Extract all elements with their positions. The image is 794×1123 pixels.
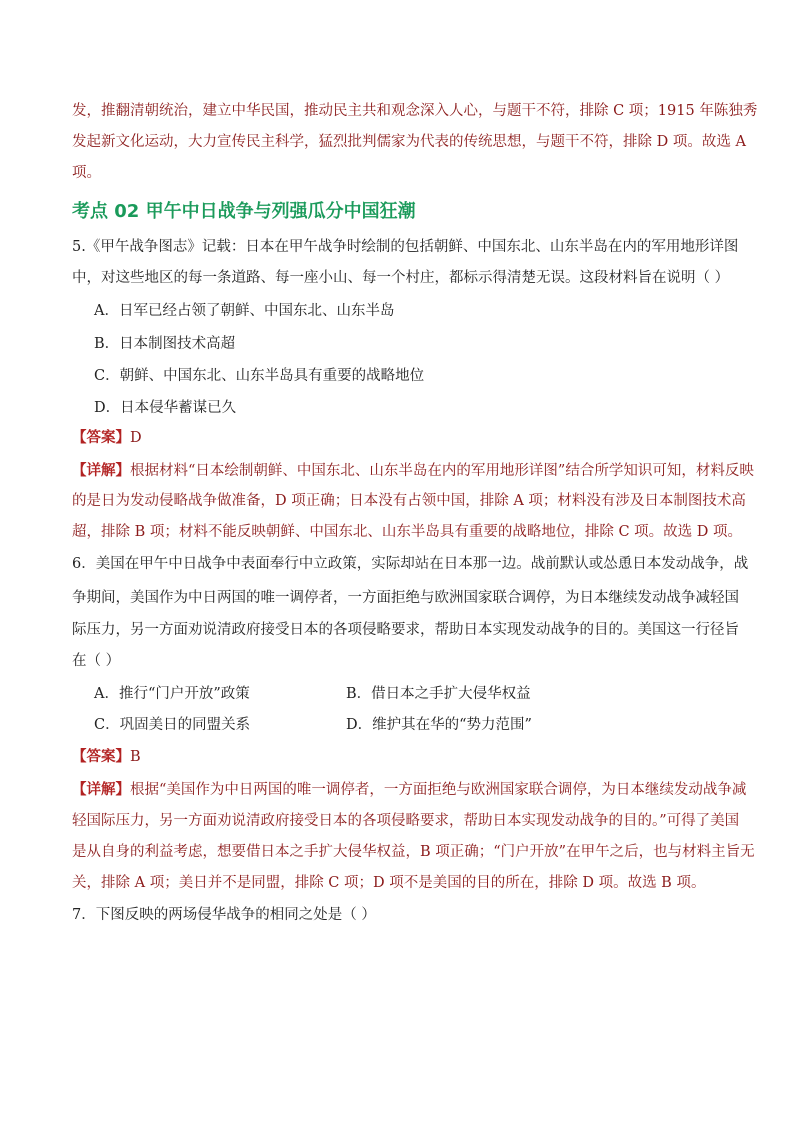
q5-answer-value: D bbox=[130, 430, 142, 446]
q5-option-a: A．日军已经占领了朝鲜、中国东北、山东半岛 bbox=[94, 303, 395, 319]
q6-stem-line-1: 6．美国在甲午中日战争中表面奉行中立政策，实际却站在日本那一边。战前默认或怂恿日本发动战争，战 bbox=[72, 556, 749, 572]
prev-analysis-line-3: 项。 bbox=[72, 165, 101, 181]
q5-detail-text-1: 根据材料“日本绘制朝鲜、中国东北、山东半岛在内的军用地形详图”结合所学知识可知，材料反映 bbox=[130, 463, 754, 479]
q5-option-d: D．日本侵华蓄谋已久 bbox=[94, 400, 237, 416]
q6-answer bbox=[72, 747, 732, 767]
q6-option-d: D．维护其在华的“势力范围” bbox=[346, 717, 532, 733]
q6-detail-line-4: 关，排除 A 项；美日并不是同盟，排除 C 项；D 项不是美国的目的所在，排除 D 项。故选 B 项。 bbox=[72, 875, 706, 891]
q6-detail-line-2: 轻国际压力，另一方面劝说清政府接受日本的各项侵略要求，帮助日本实现发动战争的目的。”可得了美国 bbox=[72, 813, 740, 829]
q6-answer-value: B bbox=[130, 749, 141, 765]
q6-option-c: C．巩固美日的同盟关系 bbox=[94, 717, 251, 733]
q6-detail-text-1: 根据“美国作为中日两国的唯一调停者，一方面拒绝与欧洲国家联合调停，为日本继续发动战争减 bbox=[130, 782, 747, 798]
section-heading: 考点 02 甲午中日战争与列强瓜分中国狂潮 bbox=[72, 201, 416, 222]
q6-detail-label: 【详解】 bbox=[72, 781, 130, 798]
q7-stem-line-1: 7．下图反映的两场侵华战争的相同之处是（ ） bbox=[72, 907, 376, 923]
q5-answer bbox=[72, 428, 732, 448]
q6-option-a: A．推行“门户开放”政策 bbox=[94, 686, 250, 702]
q5-stem-line-2: 中，对这些地区的每一条道路、每一座小山、每一个村庄，都标示得清楚无误。这段材料旨在说明（ ） bbox=[72, 270, 730, 286]
q5-answer-label: 【答案】 bbox=[72, 429, 130, 446]
q6-option-b: B．借日本之手扩大侵华权益 bbox=[346, 686, 531, 702]
q5-detail-line-3: 超，排除 B 项；材料不能反映朝鲜、中国东北、山东半岛具有重要的战略地位，排除 C 项。故选 D 项。 bbox=[72, 524, 743, 540]
q5-option-b: B．日本制图技术高超 bbox=[94, 336, 236, 352]
q6-stem-line-2: 争期间，美国作为中日两国的唯一调停者，一方面拒绝与欧洲国家联合调停，为日本继续发动战争减轻国 bbox=[72, 590, 739, 606]
q5-detail-line-2: 的是日为发动侵略战争做准备，D 项正确；日本没有占领中国，排除 A 项；材料没有涉及日本制图技术高 bbox=[72, 493, 746, 509]
q5-option-c: C．朝鲜、中国东北、山东半岛具有重要的战略地位 bbox=[94, 368, 425, 384]
prev-analysis-line-2: 发起新文化运动，大力宣传民主科学，猛烈批判儒家为代表的传统思想，与题干不符，排除 D 项。故选 A bbox=[72, 134, 746, 150]
q6-stem-line-4: 在（ ） bbox=[72, 653, 121, 669]
prev-analysis-line-1: 发，推翻清朝统治，建立中华民国，推动民主共和观念深入人心，与题干不符，排除 C 项；1915 年陈独秀 bbox=[72, 103, 758, 119]
q5-detail-label: 【详解】 bbox=[72, 462, 130, 479]
q5-detail-line-1 bbox=[72, 461, 754, 481]
q6-detail-line-3: 是从自身的利益考虑，想要借日本之手扩大侵华权益，B 项正确；“门户开放”在甲午之后，也与材料主旨无 bbox=[72, 844, 755, 860]
q5-stem-line-1: 5.《甲午战争图志》记载：日本在甲午战争时绘制的包括朝鲜、中国东北、山东半岛在内的军用地形详图 bbox=[72, 239, 739, 255]
q6-answer-label: 【答案】 bbox=[72, 748, 130, 765]
q6-detail-line-1 bbox=[72, 780, 747, 800]
q6-stem-line-3: 际压力，另一方面劝说清政府接受日本的各项侵略要求，帮助日本实现发动战争的目的。美国这一行径旨 bbox=[72, 622, 739, 638]
